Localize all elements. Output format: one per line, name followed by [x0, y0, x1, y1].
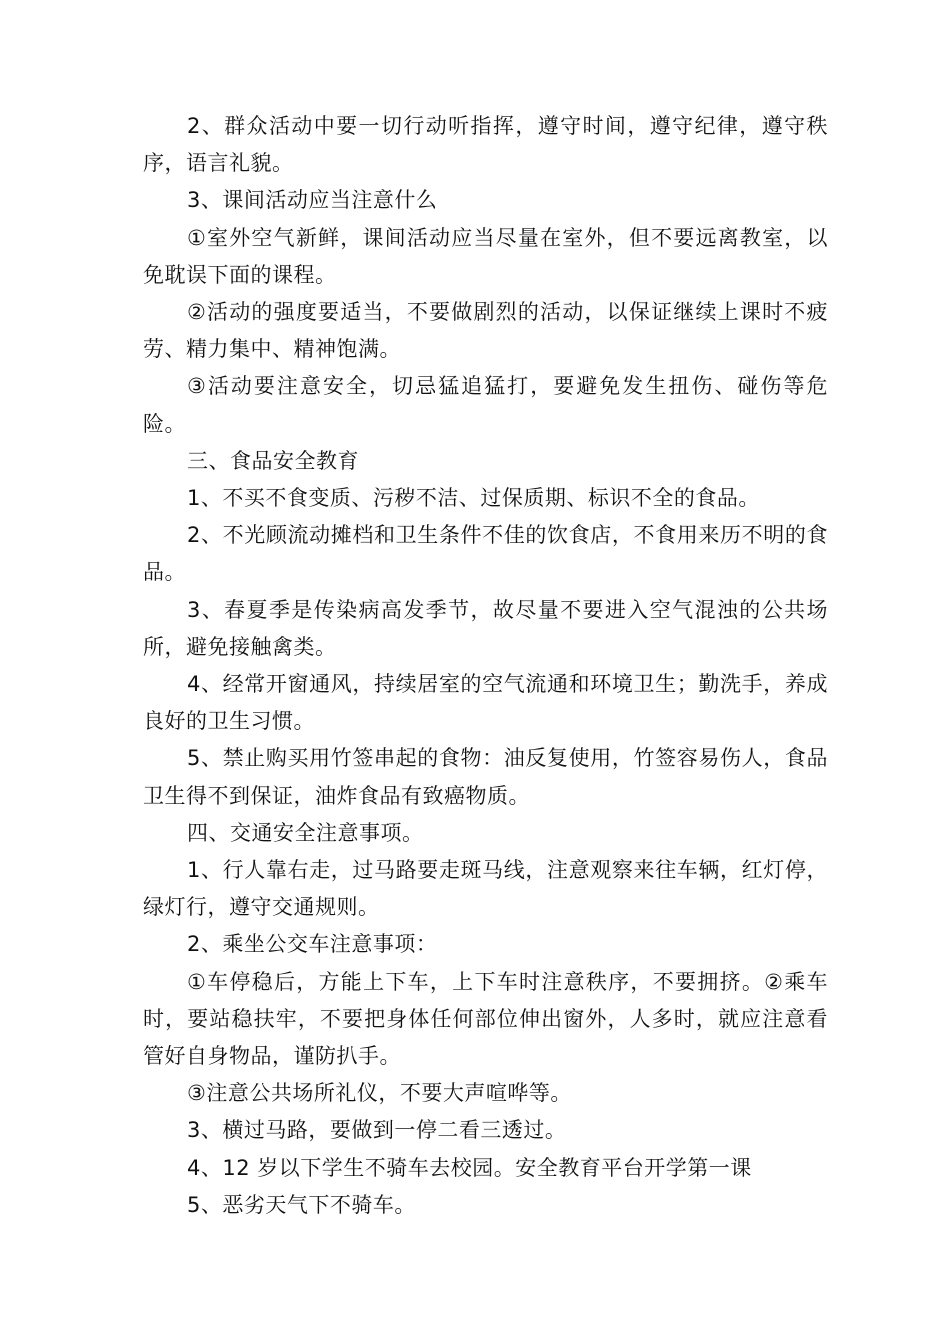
paragraph: 3、课间活动应当注意什么 — [187, 188, 438, 213]
paragraph: 2、乘坐公交车注意事项： — [187, 932, 438, 957]
paragraph: 3、春夏季是传染病高发季节，故尽量不要进入空气混浊的公共场所，避免接触禽类。 — [143, 597, 828, 659]
paragraph: 5、禁止购买用竹签串起的食物：油反复使用，竹签容易伤人，食品卫生得不到保证，油炸食品有致癌物质。 — [143, 746, 828, 808]
document-body — [143, 108, 828, 1224]
paragraph: 1、不买不食变质、污秽不洁、过保质期、标识不全的食品。 — [187, 486, 760, 511]
paragraph: 5、恶劣天气下不骑车。 — [187, 1192, 416, 1217]
paragraph: 3、横过马路，要做到一停二看三透过。 — [187, 1118, 567, 1143]
paragraph: ②活动的强度要适当，不要做剧烈的活动，以保证继续上课时不疲劳、精力集中、精神饱满。 — [143, 300, 828, 362]
paragraph: ③注意公共场所礼仪，不要大声喧哗等。 — [187, 1081, 572, 1106]
paragraph: 2、不光顾流动摊档和卫生条件不佳的饮食店，不食用来历不明的食品。 — [143, 523, 828, 585]
section-heading: 三、食品安全教育 — [187, 448, 359, 473]
paragraph: ①室外空气新鲜，课间活动应当尽量在室外，但不要远离教室，以免耽误下面的课程。 — [143, 225, 828, 287]
paragraph: 2、群众活动中要一切行动听指挥，遵守时间，遵守纪律，遵守秩序，语言礼貌。 — [143, 114, 828, 176]
paragraph: 4、12 岁以下学生不骑车去校园。安全教育平台开学第一课 — [187, 1155, 752, 1180]
paragraph: ③活动要注意安全，切忌猛追猛打，要避免发生扭伤、碰伤等危险。 — [143, 374, 828, 436]
paragraph: ①车停稳后，方能上下车，上下车时注意秩序，不要拥挤。②乘车时，要站稳扶牢，不要把身体任何部位伸出窗外，人多时，就应注意看管好自身物品，谨防扒手。 — [143, 969, 828, 1069]
paragraph: 4、经常开窗通风，持续居室的空气流通和环境卫生；勤洗手，养成良好的卫生习惯。 — [143, 672, 828, 734]
paragraph: 1、行人靠右走，过马路要走斑马线，注意观察来往车辆，红灯停，绿灯行，遵守交通规则。 — [143, 858, 828, 920]
section-heading: 四、交通安全注意事项。 — [187, 820, 424, 845]
